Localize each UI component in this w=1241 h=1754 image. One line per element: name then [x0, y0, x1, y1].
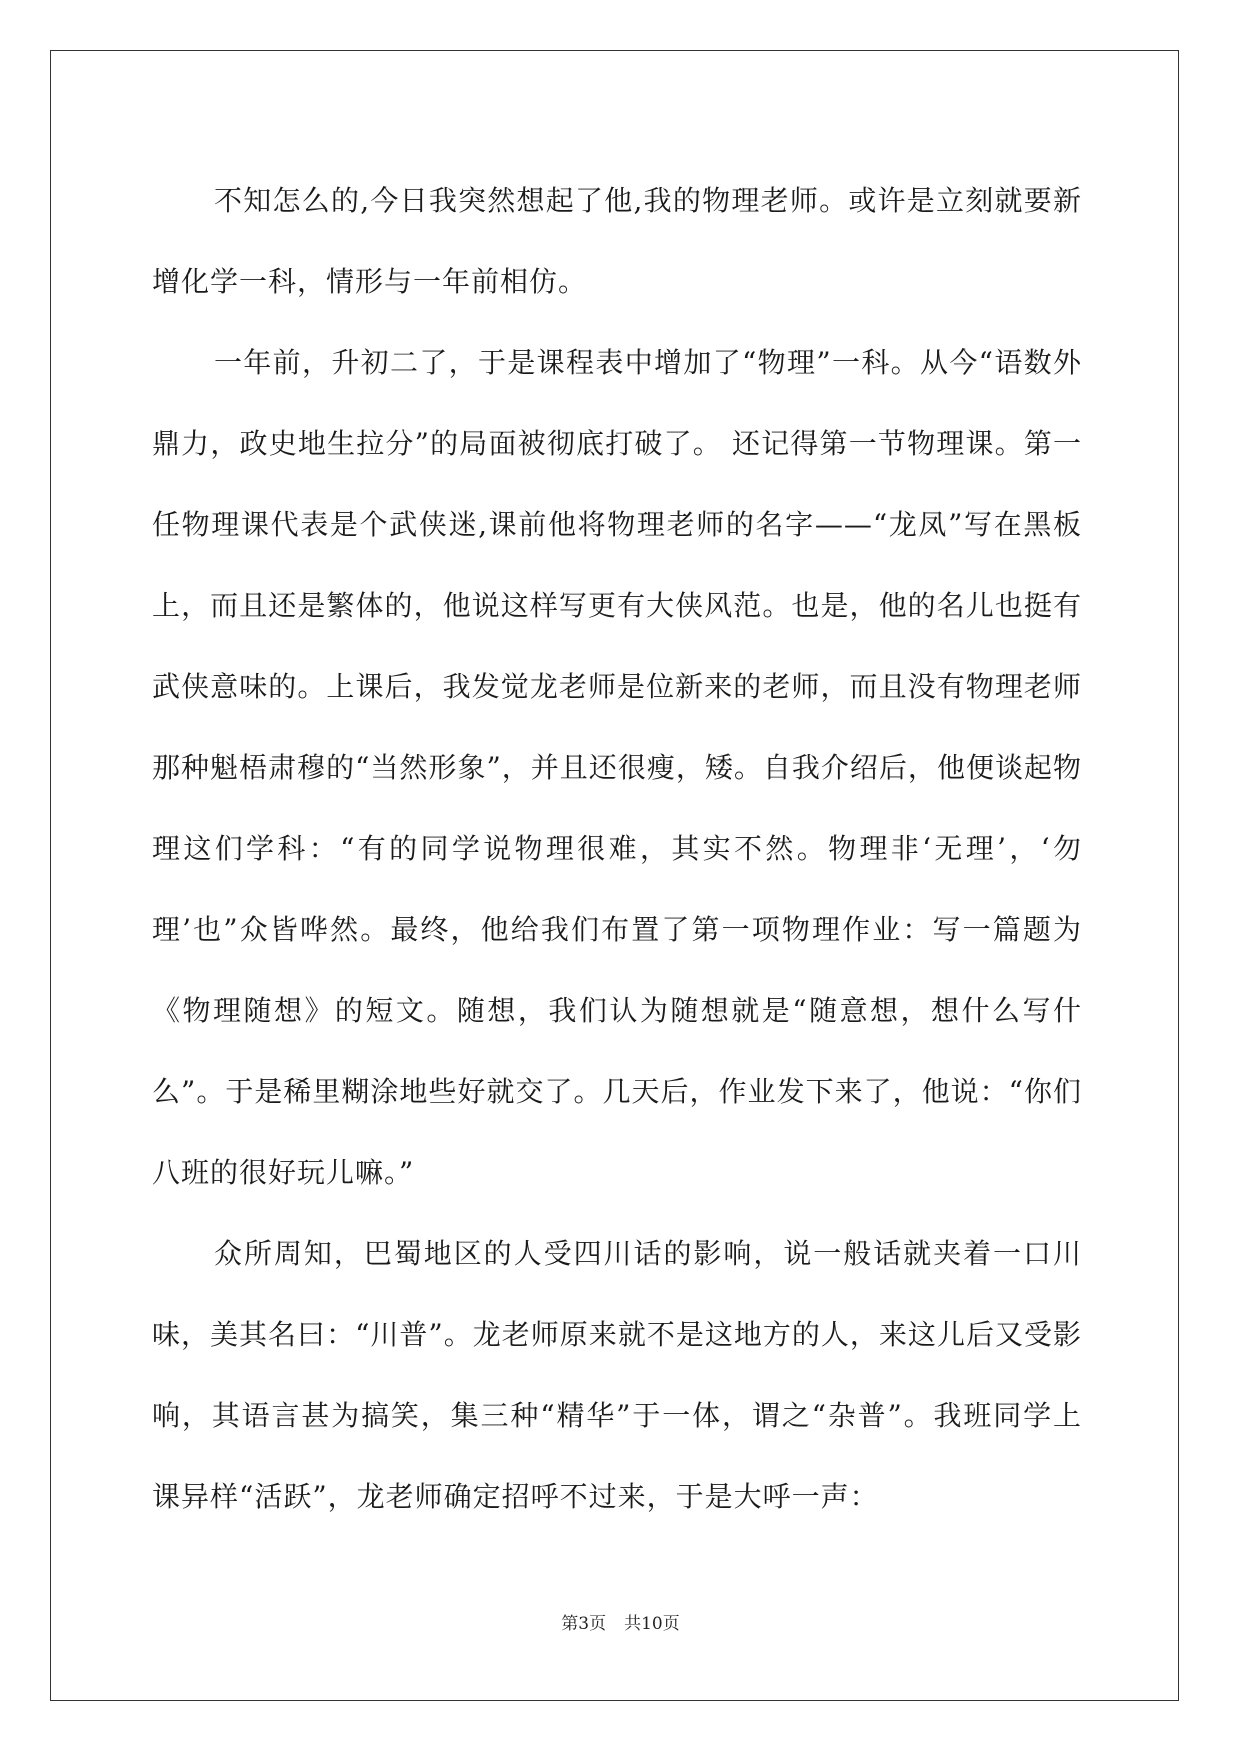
document-body [152, 160, 1082, 1537]
page-footer [0, 1609, 1241, 1634]
paragraph-3: 众所周知，巴蜀地区的人受四川话的影响，说一般话就夹着一口川味，美其名曰：“川普”。龙老师原来就不是这地方的人，来这儿后又受影响，其语言甚为搞笑，集三种“精华”于一体，谓之“杂普”。我班同学上课异样“活跃”，龙老师确定招呼不过来，于是大呼一声： [152, 1237, 1082, 1513]
paragraph-2: 一年前，升初二了，于是课程表中增加了“物理”一科。从今“语数外鼎力，政史地生拉分”的局面被彻底打破了。 还记得第一节物理课。第一任物理课代表是个武侠迷,课前他将物理老师的名字——“龙凤”写在黑板上，而且还是繁体的，他说这样写更有大侠风范。也是，他的名儿也挺有武侠意味的。上课后，我发觉龙老师是位新来的老师，而且没有物理老师那种魁梧肃穆的“当然形象”，并且还很瘦，矮。自我介绍后，他便谈起物理这们学科：“有的同学说物理很难，其实不然。物理非‘无理’，‘勿理’也”众皆哗然。最终，他给我们布置了第一项物理作业：写一篇题为《物理随想》的短文。随想，我们认为随想就是“随意想，想什么写什么”。于是稀里糊涂地些好就交了。几天后，作业发下来了，他说：“你们八班的很好玩儿嘛。” [152, 346, 1082, 1189]
page-number-total: 共10页 [624, 1614, 680, 1634]
page-number-current: 第3页 [561, 1614, 607, 1634]
paragraph-1: 不知怎么的,今日我突然想起了他,我的物理老师。或许是立刻就要新增化学一科，情形与一年前相仿。 [152, 184, 1082, 298]
